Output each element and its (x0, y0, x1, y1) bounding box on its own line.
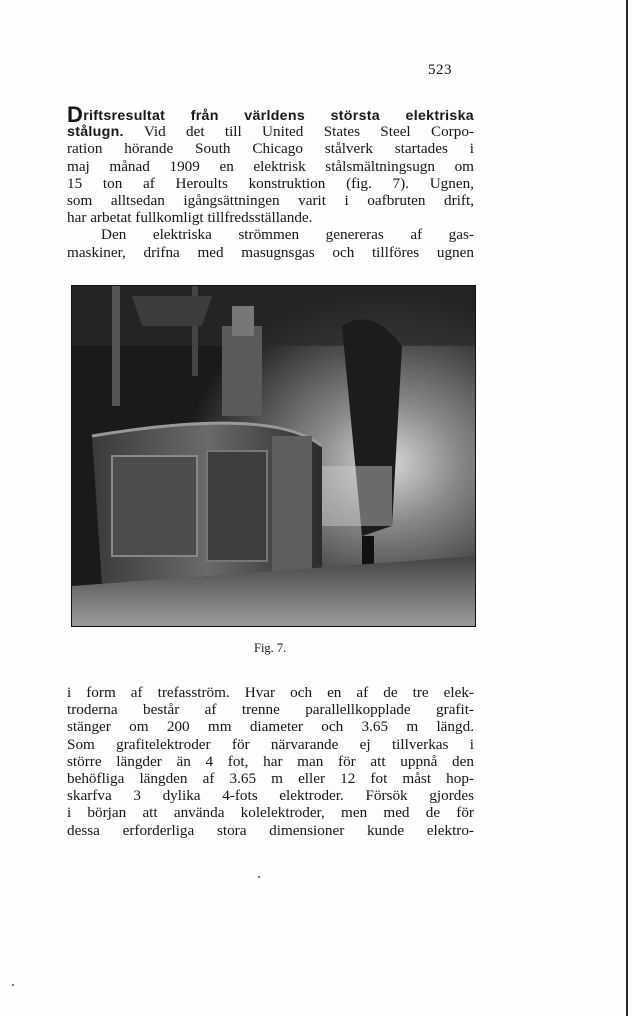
paragraph-line: i form af trefasström. Hvar och en af de tre elek- (67, 684, 474, 701)
furnace-photograph (71, 285, 476, 627)
figure-caption: Fig. 7. (254, 641, 287, 655)
paragraph-line: Vid det till United States Steel Corpo- (123, 123, 474, 141)
paragraph-line: som alltsedan igångsättningen varit i oafbruten drift, (67, 191, 474, 209)
paragraph-line: skarfva 3 dylika 4-fots elektroder. Försök gjordes (67, 787, 474, 805)
paragraph-line: dessa erforderliga stora dimensioner kunde elektro- (67, 821, 474, 839)
furnace-illustration (72, 286, 475, 626)
paragraph-line: större längder än 4 fot, har man för att uppnå den (67, 752, 474, 770)
paragraph-line: ration hörande South Chicago stålverk startades i (67, 140, 474, 158)
print-speck (12, 984, 14, 986)
paragraph-line: troderna består af trenne parallellkopplade grafit- (67, 701, 474, 719)
paragraph-line: har arbetat fullkomligt tillfredsställande. (67, 209, 313, 227)
heading-line-2 (67, 123, 474, 140)
paragraph-line: maj månad 1909 en elektrisk stålsmältningsugn om (67, 157, 474, 175)
paragraph-line: behöfliga längden af 3.65 m eller 12 fot måst hop- (67, 769, 474, 787)
heading-title-end: stålugn. (67, 124, 124, 141)
paragraph-line: i början att använda kolelektroder, men med de för (67, 804, 474, 822)
paragraph-line: stänger om 200 mm diameter och 3.65 m längd. (67, 718, 474, 736)
paragraph-line: Som grafitelektroder för närvarande ej tillverkas i (67, 735, 474, 753)
print-speck (258, 876, 260, 878)
paragraph-line: maskiner, drifna med masugnsgas och tillföres ugnen (67, 243, 474, 261)
paragraph-line: 15 ton af Heroults konstruktion (fig. 7). Ugnen, (67, 174, 474, 192)
article-continued (67, 684, 474, 839)
heading-title: riftsresultat från världens största elektriska (83, 108, 474, 124)
page-edge (626, 0, 628, 1016)
paragraph-line: Den elektriska strömmen genereras af gas- (101, 226, 474, 244)
page-number: 523 (428, 62, 452, 78)
drop-cap: D (67, 102, 84, 127)
heading-line-1 (67, 102, 474, 127)
article-top (67, 102, 474, 261)
